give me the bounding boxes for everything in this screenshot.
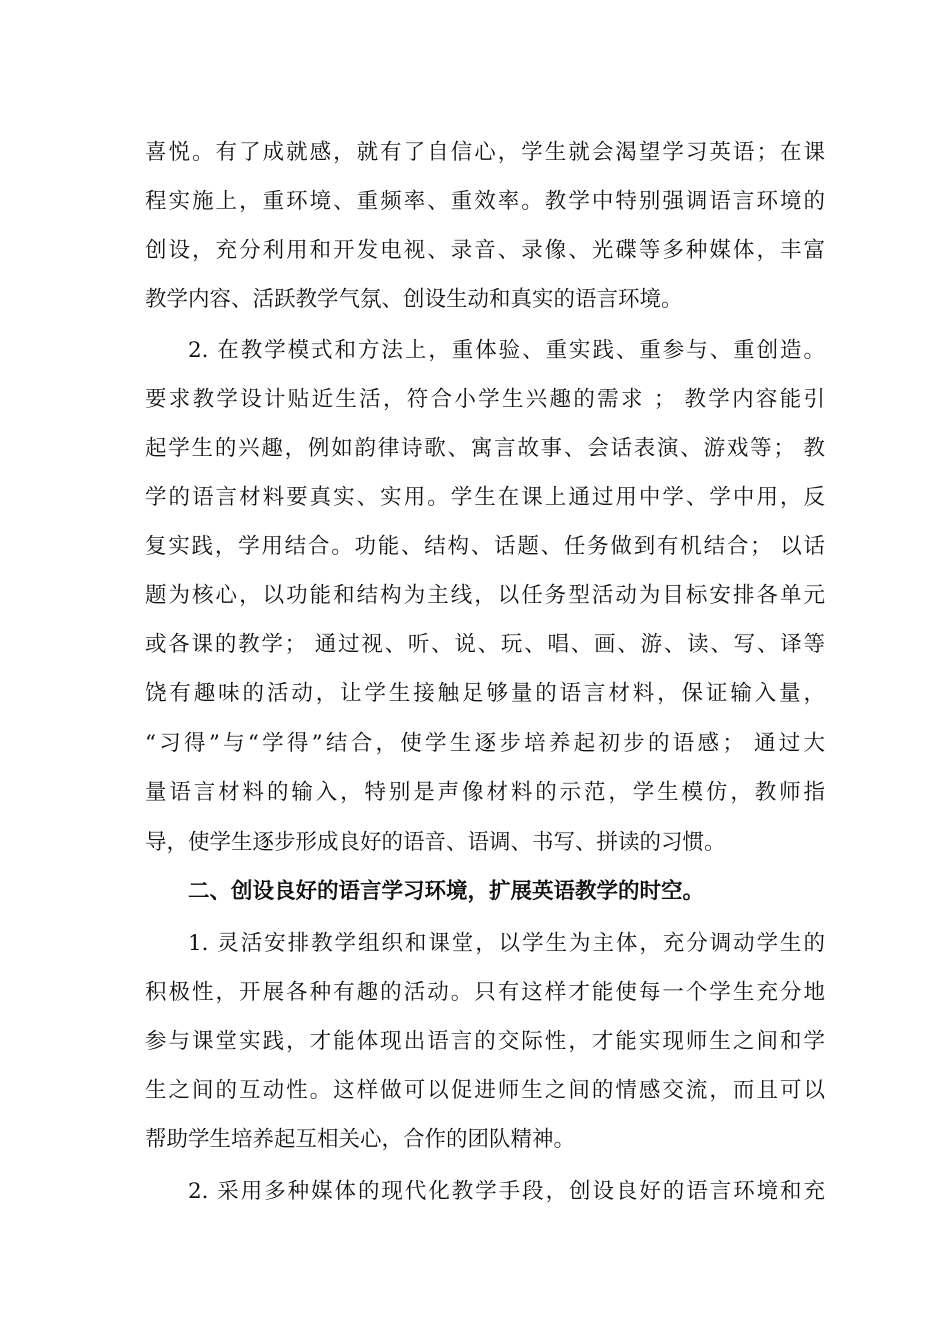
text-line: 生之间的互动性。这样做可以促进师生之间的情感交流，而且可以 — [145, 1078, 825, 1103]
text-line: 量语言材料的输入，特别是声像材料的示范，学生模仿，教师指 — [145, 780, 825, 805]
text-line: 起学生的兴趣，例如韵律诗歌、寓言故事、会话表演、游戏等； 教 — [145, 436, 825, 461]
text-line: 饶有趣味的活动，让学生接触足够量的语言材料，保证输入量， — [145, 681, 825, 706]
paragraph-heading-line: 2. 在教学模式和方法上，重体验、重实践、重参与、重创造。 — [188, 338, 825, 363]
text-line: 喜悦。有了成就感，就有了自信心，学生就会渴望学习英语；在课 — [145, 140, 825, 165]
text-line: 积极性，开展各种有趣的活动。只有这样才能使每一个学生充分地 — [145, 980, 825, 1005]
text-line: 或各课的教学； 通过视、听、说、玩、唱、画、游、读、写、译等 — [145, 632, 825, 657]
section-heading: 二、创设良好的语言学习环境，扩展英语教学的时空。 — [188, 879, 705, 904]
text-line: 程实施上，重环境、重频率、重效率。教学中特别强调语言环境的 — [145, 189, 825, 214]
text-line: 要求教学设计贴近生活，符合小学生兴趣的需求 ； 教学内容能引 — [145, 387, 825, 412]
text-line: 帮助学生培养起互相关心，合作的团队精神。 — [145, 1127, 576, 1152]
text-line: 2. 采用多种媒体的现代化教学手段，创设良好的语言环境和充 — [188, 1179, 825, 1204]
text-line: 导，使学生逐步形成良好的语音、语调、书写、拼读的习惯。 — [145, 830, 726, 855]
text-line: “习得”与“学得”结合，使学生逐步培养起初步的语感； 通过大 — [145, 731, 825, 756]
text-line: 复实践，学用结合。功能、结构、话题、任务做到有机结合； 以话 — [145, 534, 825, 559]
text-line: 参与课堂实践，才能体现出语言的交际性，才能实现师生之间和学 — [145, 1029, 825, 1054]
text-line: 题为核心，以功能和结构为主线，以任务型活动为目标安排各单元 — [145, 583, 825, 608]
text-line: 学的语言材料要真实、实用。学生在课上通过用中学、学中用，反 — [145, 485, 825, 510]
text-line: 创设，充分利用和开发电视、录音、录像、光碟等多种媒体，丰富 — [145, 238, 825, 263]
text-line: 1. 灵活安排教学组织和课堂，以学生为主体，充分调动学生的 — [188, 931, 825, 956]
text-line: 教学内容、活跃教学气氛、创设生动和真实的语言环境。 — [145, 287, 683, 312]
